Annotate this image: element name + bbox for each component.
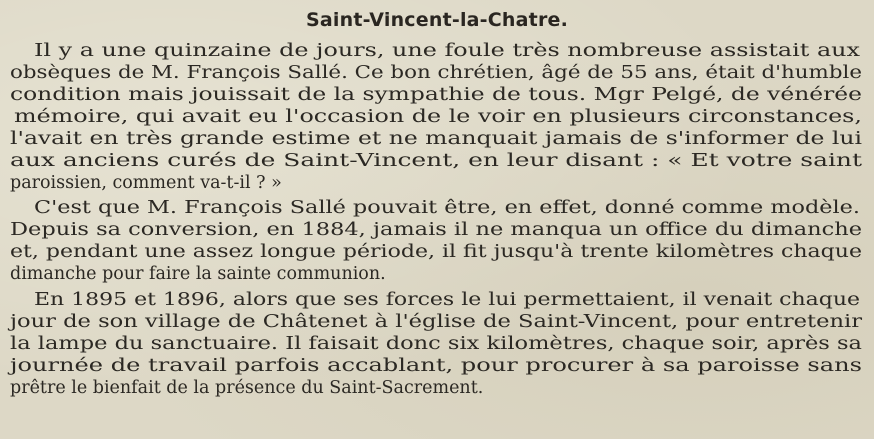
article-line-1: Il y a une quinzaine de jours, une foule très nombreuse assistait aux bbox=[34, 41, 861, 61]
article-line-12: En 1895 et 1896, alors que ses forces le lui permettaient, il venait chaque bbox=[34, 290, 860, 310]
article-line-6: aux anciens curés de Saint-Vincent, en leur disant : « Et votre saint bbox=[10, 151, 862, 171]
article-line-16: prêtre le bienfait de la présence du Saint-Sacrement. bbox=[10, 378, 484, 398]
article-line-14: la lampe du sanctuaire. Il faisait donc six kilomètres, chaque soir, après sa bbox=[10, 334, 862, 354]
article-line-5: l'avait en très grande estime et ne manquait jamais de s'informer de lui bbox=[10, 129, 862, 149]
article-line-7: paroissien, comment va-t-il ? » bbox=[10, 173, 282, 193]
article-line-8: C'est que M. François Sallé pouvait être, en effet, donné comme modèle. bbox=[34, 198, 860, 218]
article-title: Saint-Vincent-la-Chatre. bbox=[305, 9, 569, 31]
article-line-9: Depuis sa conversion, en 1884, jamais il ne manqua un office du dimanche bbox=[10, 220, 863, 240]
article-line-10: et, pendant une assez longue période, il fit jusqu'à trente kilomètres chaque bbox=[10, 242, 863, 262]
article-line-11: dimanche pour faire la sainte communion. bbox=[10, 264, 386, 284]
article-line-15: journée de travail parfois accablant, pour procurer à sa paroisse sans bbox=[10, 356, 863, 376]
article-line-4: mémoire, qui avait eu l'occasion de le voir en plusieurs circonstances, bbox=[14, 107, 862, 127]
article-line-13: jour de son village de Châtenet à l'église de Saint-Vincent, pour entretenir bbox=[10, 312, 862, 332]
article-line-2: obsèques de M. François Sallé. Ce bon chrétien, âgé de 55 ans, était d'humble bbox=[10, 63, 862, 83]
article-line-3: condition mais jouissait de la sympathie de tous. Mgr Pelgé, de vénérée bbox=[10, 85, 862, 105]
